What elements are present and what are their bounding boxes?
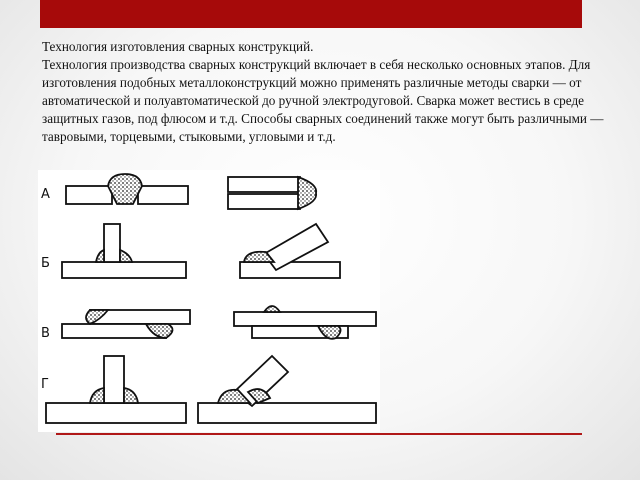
joint-g-double-tee xyxy=(46,356,186,423)
joint-b-tee xyxy=(62,224,186,278)
top-accent-bar xyxy=(40,0,582,28)
weld-joints-figure xyxy=(38,170,380,432)
joint-a-edge xyxy=(228,177,316,209)
row-label-v: В xyxy=(41,326,50,341)
row-label-g: Г xyxy=(41,377,49,392)
joint-v-lap xyxy=(62,310,190,338)
row-label-a: А xyxy=(41,187,50,202)
slide-body: Технология производства сварных конструкций включает в себя несколько основных этапов. Для изготовления подобных металлоконструкций можно применять различные методы сварки — от автоматической и полуавтоматической до ручной электродуговой. Сварка может вестись в среде защитных газов, под флюсом и т.д. Способы сварных соединений также могут быть различными — тавровыми, торцевыми, стыковыми, угловыми и т.д. xyxy=(42,57,604,144)
joint-v-strap xyxy=(234,306,376,339)
slide-text xyxy=(42,38,612,146)
weld-joints-drawing xyxy=(38,170,380,432)
bottom-divider xyxy=(56,433,582,435)
joint-b-angle xyxy=(240,224,340,278)
joint-g-angled xyxy=(198,356,376,423)
joint-a-butt xyxy=(66,174,188,204)
row-label-b: Б xyxy=(41,256,50,271)
slide-title: Технология изготовления сварных конструкций. xyxy=(42,39,314,54)
